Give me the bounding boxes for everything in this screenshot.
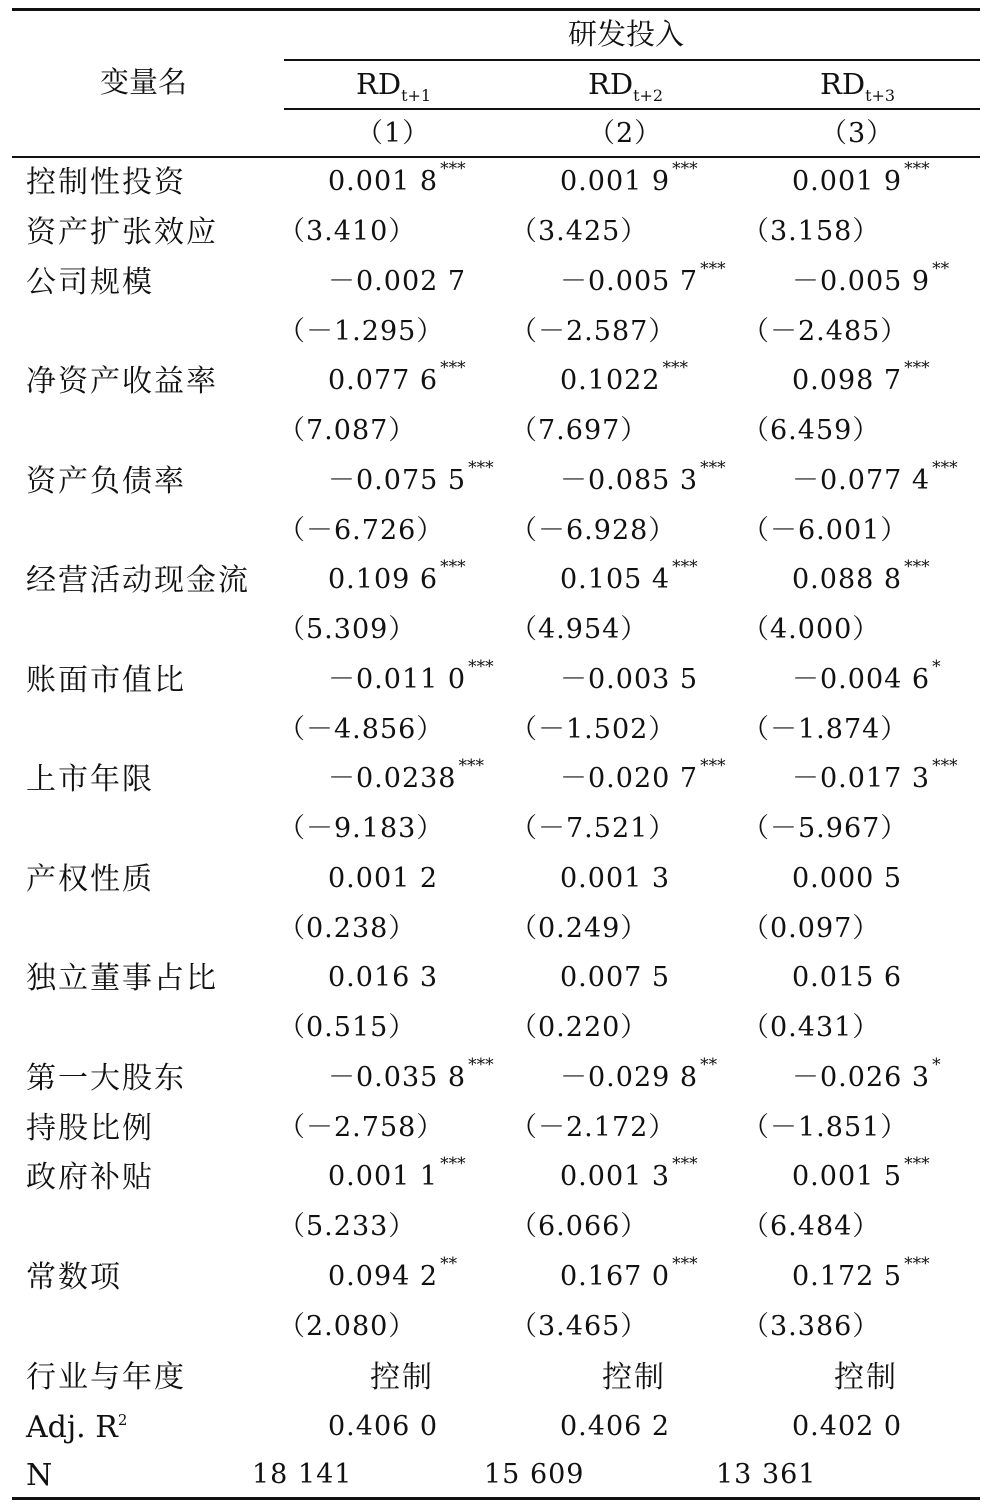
fixed-effects-label: 行业与年度: [26, 1360, 186, 1395]
coefficient-cell: [792, 1154, 930, 1192]
coefficient-cell: [328, 1154, 466, 1192]
t-statistic: （－6.928）: [510, 515, 677, 546]
t-statistic: （3.410）: [278, 216, 417, 247]
t-statistic: （7.697）: [510, 415, 649, 446]
coefficient-cell: [328, 358, 466, 396]
significance-stars: ***: [904, 1154, 930, 1174]
top-rule: [12, 8, 980, 11]
n-value-3: 13 361: [716, 1459, 817, 1490]
coefficient-cell: [792, 159, 930, 197]
t-statistic: （－4.856）: [278, 714, 445, 745]
group-underline: [284, 59, 980, 61]
t-statistic: （5.233）: [278, 1211, 417, 1242]
t-statistic: （－1.295）: [278, 316, 445, 347]
t-statistic: （6.459）: [742, 415, 881, 446]
coefficient-value: －0.020 7: [560, 763, 699, 794]
significance-stars: *: [932, 657, 941, 677]
coefficient-cell: [792, 1254, 930, 1292]
coefficient-cell: [560, 159, 698, 197]
t-statistic: （7.087）: [278, 415, 417, 446]
coefficient-cell: [560, 1055, 718, 1093]
t-statistic: （4.954）: [510, 614, 649, 645]
significance-stars: ***: [458, 756, 484, 776]
significance-stars: ***: [932, 458, 958, 478]
t-statistic: （－1.502）: [510, 714, 677, 745]
coefficient-value: 0.001 3: [560, 1161, 671, 1192]
coefficient-value: 0.001 3: [560, 863, 671, 894]
t-statistic: （－6.001）: [742, 515, 909, 546]
coefficient-value: －0.075 5: [328, 465, 467, 496]
bottom-rule: [12, 1497, 980, 1500]
t-statistic: （0.515）: [278, 1012, 417, 1043]
t-statistic: （－2.172）: [510, 1112, 677, 1143]
column-header-2: $RD_{t+2}$: [588, 67, 664, 105]
coefficient-value: 0.098 7: [792, 365, 903, 396]
coefficient-cell: [560, 1154, 698, 1192]
t-statistic: （－2.758）: [278, 1112, 445, 1143]
t-statistic: （3.386）: [742, 1311, 881, 1342]
coefficient-value: －0.0238: [328, 763, 457, 794]
t-statistic: （－2.485）: [742, 316, 909, 347]
coefficient-cell: [328, 159, 466, 197]
coefficient-cell: [328, 1254, 458, 1292]
coefficient-value: 0.1022: [560, 365, 661, 396]
coefficient-value: 0.077 6: [328, 365, 439, 396]
n-value-1: 18 141: [252, 1459, 353, 1490]
row-label: 公司规模: [26, 265, 154, 300]
row-label: 经营活动现金流: [26, 563, 250, 598]
coefficient-value: －0.002 7: [328, 266, 467, 297]
significance-stars: *: [932, 1055, 941, 1075]
group-header: 研发投入: [568, 17, 685, 51]
column-index-3: （3）: [820, 118, 895, 149]
row-label: 控制性投资: [26, 165, 186, 200]
coefficient-cell: [328, 268, 466, 295]
coefficient-value: 0.109 6: [328, 564, 439, 595]
t-statistic: （3.158）: [742, 216, 881, 247]
significance-stars: **: [440, 1254, 458, 1274]
coefficient-value: 0.001 9: [560, 166, 671, 197]
coefficient-value: 0.000 5: [792, 863, 903, 894]
fixed-effects-value-2: 控制: [602, 1360, 666, 1395]
coefficient-cell: [792, 557, 930, 595]
significance-stars: ***: [468, 657, 494, 677]
coefficient-value: －0.035 8: [328, 1062, 467, 1093]
column-header-1: $RD_{t+1}$: [356, 67, 432, 105]
column-header-underline: [284, 108, 980, 110]
t-statistic: （0.431）: [742, 1012, 881, 1043]
adj-r2-value-1: 0.406 0: [328, 1411, 439, 1442]
n-value-2: 15 609: [484, 1459, 585, 1490]
t-statistic: （3.465）: [510, 1311, 649, 1342]
coefficient-value: 0.094 2: [328, 1261, 439, 1292]
t-statistic: （0.238）: [278, 913, 417, 944]
significance-stars: **: [932, 259, 950, 279]
t-statistic: （2.080）: [278, 1311, 417, 1342]
coefficient-cell: [792, 458, 958, 496]
n-label: N: [26, 1458, 55, 1493]
coefficient-value: 0.015 6: [792, 962, 903, 993]
coefficient-value: 0.001 2: [328, 863, 439, 894]
significance-stars: ***: [904, 557, 930, 577]
column-index-2: （2）: [588, 118, 663, 149]
t-statistic: （－1.874）: [742, 714, 909, 745]
significance-stars: ***: [904, 1254, 930, 1274]
t-statistic: （－9.183）: [278, 813, 445, 844]
row-label: 常数项: [26, 1260, 122, 1295]
coefficient-value: 0.016 3: [328, 962, 439, 993]
coefficient-value: －0.004 6: [792, 664, 931, 695]
row-label: 第一大股东: [26, 1061, 186, 1096]
t-statistic: （5.309）: [278, 614, 417, 645]
t-statistic: （－1.851）: [742, 1112, 909, 1143]
coefficient-cell: [792, 1055, 941, 1093]
adj-r2-label: Adj. $R^2$: [26, 1410, 128, 1445]
coefficient-cell: [328, 865, 438, 892]
coefficient-cell: [328, 557, 466, 595]
significance-stars: ***: [904, 358, 930, 378]
coefficient-cell: [560, 259, 726, 297]
coefficient-cell: [328, 1055, 494, 1093]
t-statistic: （－7.521）: [510, 813, 677, 844]
coefficient-value: 0.088 8: [792, 564, 903, 595]
fixed-effects-value-1: 控制: [370, 1360, 434, 1395]
column-index-1: （1）: [356, 118, 431, 149]
coefficient-value: －0.085 3: [560, 465, 699, 496]
row-label-continued: 持股比例: [26, 1111, 154, 1146]
significance-stars: ***: [672, 1254, 698, 1274]
t-statistic: （0.097）: [742, 913, 881, 944]
coefficient-cell: [560, 666, 698, 693]
coefficient-value: －0.005 7: [560, 266, 699, 297]
significance-stars: ***: [672, 557, 698, 577]
coefficient-cell: [560, 964, 670, 991]
significance-stars: ***: [672, 1154, 698, 1174]
row-label: 账面市值比: [26, 663, 186, 698]
significance-stars: ***: [932, 756, 958, 776]
coefficient-value: 0.001 8: [328, 166, 439, 197]
adj-r2-value-3: 0.402 0: [792, 1411, 903, 1442]
coefficient-cell: [560, 1254, 698, 1292]
significance-stars: ***: [672, 159, 698, 179]
column-header-3: $RD_{t+3}$: [820, 67, 896, 105]
coefficient-value: －0.026 3: [792, 1062, 931, 1093]
significance-stars: ***: [468, 458, 494, 478]
coefficient-value: －0.011 0: [328, 664, 467, 695]
t-statistic: （－5.967）: [742, 813, 909, 844]
coefficient-cell: [560, 865, 670, 892]
coefficient-cell: [560, 458, 726, 496]
coefficient-value: 0.172 5: [792, 1261, 903, 1292]
significance-stars: ***: [700, 259, 726, 279]
coefficient-value: 0.001 1: [328, 1161, 439, 1192]
coefficient-value: －0.017 3: [792, 763, 931, 794]
coefficient-value: －0.005 9: [792, 266, 931, 297]
t-statistic: （0.220）: [510, 1012, 649, 1043]
coefficient-value: 0.105 4: [560, 564, 671, 595]
coefficient-cell: [792, 865, 902, 892]
t-statistic: （4.000）: [742, 614, 881, 645]
significance-stars: ***: [700, 756, 726, 776]
row-label: 政府补贴: [26, 1160, 154, 1195]
row-label: 上市年限: [26, 762, 154, 797]
significance-stars: ***: [904, 159, 930, 179]
fixed-effects-value-3: 控制: [834, 1360, 898, 1395]
coefficient-cell: [792, 964, 902, 991]
coefficient-cell: [328, 756, 484, 794]
coefficient-cell: [792, 358, 930, 396]
coefficient-value: 0.167 0: [560, 1261, 671, 1292]
significance-stars: ***: [662, 358, 688, 378]
coefficient-cell: [328, 657, 494, 695]
row-label: 资产负债率: [26, 464, 186, 499]
row-label: 净资产收益率: [26, 364, 218, 399]
coefficient-value: －0.003 5: [560, 664, 699, 695]
t-statistic: （6.066）: [510, 1211, 649, 1242]
significance-stars: ***: [700, 458, 726, 478]
row-label: 产权性质: [26, 862, 154, 897]
significance-stars: ***: [468, 1055, 494, 1075]
t-statistic: （0.249）: [510, 913, 649, 944]
significance-stars: **: [700, 1055, 718, 1075]
t-statistic: （6.484）: [742, 1211, 881, 1242]
coefficient-value: 0.001 9: [792, 166, 903, 197]
coefficient-cell: [560, 756, 726, 794]
coefficient-cell: [328, 964, 438, 991]
coefficient-cell: [792, 756, 958, 794]
coefficient-value: －0.077 4: [792, 465, 931, 496]
row-label-continued: 资产扩张效应: [26, 215, 218, 250]
t-statistic: （－2.587）: [510, 316, 677, 347]
coefficient-value: －0.029 8: [560, 1062, 699, 1093]
adj-r2-value-2: 0.406 2: [560, 1411, 671, 1442]
significance-stars: ***: [440, 1154, 466, 1174]
row-label: 独立董事占比: [26, 961, 218, 996]
coefficient-value: 0.001 5: [792, 1161, 903, 1192]
significance-stars: ***: [440, 557, 466, 577]
variable-name-header: 变量名: [100, 65, 188, 99]
header-bottom-rule: [12, 156, 980, 158]
coefficient-cell: [792, 657, 941, 695]
significance-stars: ***: [440, 159, 466, 179]
coefficient-cell: [792, 259, 950, 297]
t-statistic: （－6.726）: [278, 515, 445, 546]
coefficient-cell: [560, 557, 698, 595]
t-statistic: （3.425）: [510, 216, 649, 247]
coefficient-value: 0.007 5: [560, 962, 671, 993]
coefficient-cell: [560, 358, 688, 396]
significance-stars: ***: [440, 358, 466, 378]
coefficient-cell: [328, 458, 494, 496]
